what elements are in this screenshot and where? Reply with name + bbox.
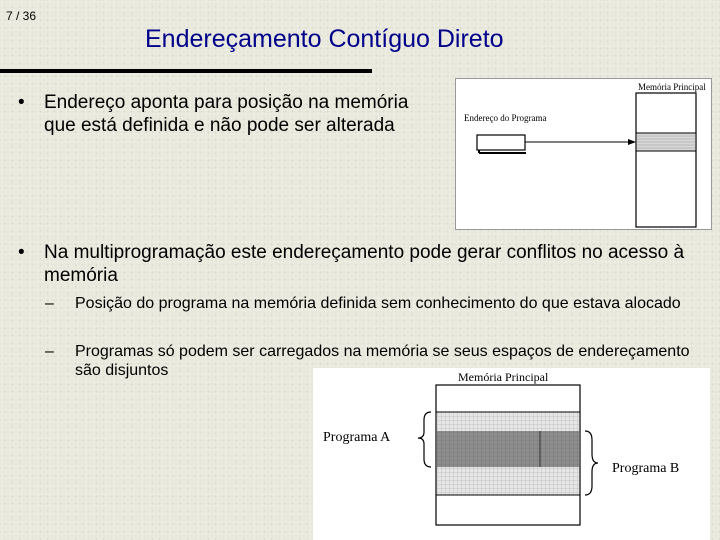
sub-bullet-marker: – [45,295,54,312]
title-underline [0,69,372,73]
slide-title: Endereçamento Contíguo Direto [145,25,504,53]
address-label: Endereço do Programa [464,113,547,123]
bullet-text: Endereço aponta para posição na memória que está definida e não pode ser alterada [44,92,409,136]
page-number: 7 / 36 [6,9,37,23]
memory-label: Memória Principal [638,82,706,92]
bullet-marker: • [18,92,25,113]
bullet-item [18,241,694,287]
program-a-label: Programa A [323,430,391,445]
sub-bullet-item [45,294,715,313]
program-b-only-region [437,467,579,495]
address-register-box [477,135,525,150]
bullet-text: Na multiprogramação este endereçamento pode gerar conflitos no acesso à memória [44,242,685,286]
program-b-brace [585,431,598,495]
memory-label: Memória Principal [458,370,549,384]
figure-direct-address-drawing [456,79,711,229]
bullet-marker: • [18,242,25,263]
sub-bullet-text: Programas só podem ser carregados na memória se seus espaços de endereçamento são disjuntos [75,343,690,379]
bullet-item [18,91,414,137]
figure-memory-conflict-drawing [313,368,710,540]
program-a-only-region [437,412,579,431]
sub-bullet-text: Posição do programa na memória definida sem conhecimento do que estava alocado [75,295,681,312]
overlap-region [437,431,579,467]
sub-bullet-marker: – [45,343,54,360]
figure-memory-conflict [313,368,710,540]
arrow-icon [628,139,636,145]
program-b-label: Programa B [612,461,680,476]
program-a-brace [418,412,431,467]
figure-direct-address [455,78,712,230]
